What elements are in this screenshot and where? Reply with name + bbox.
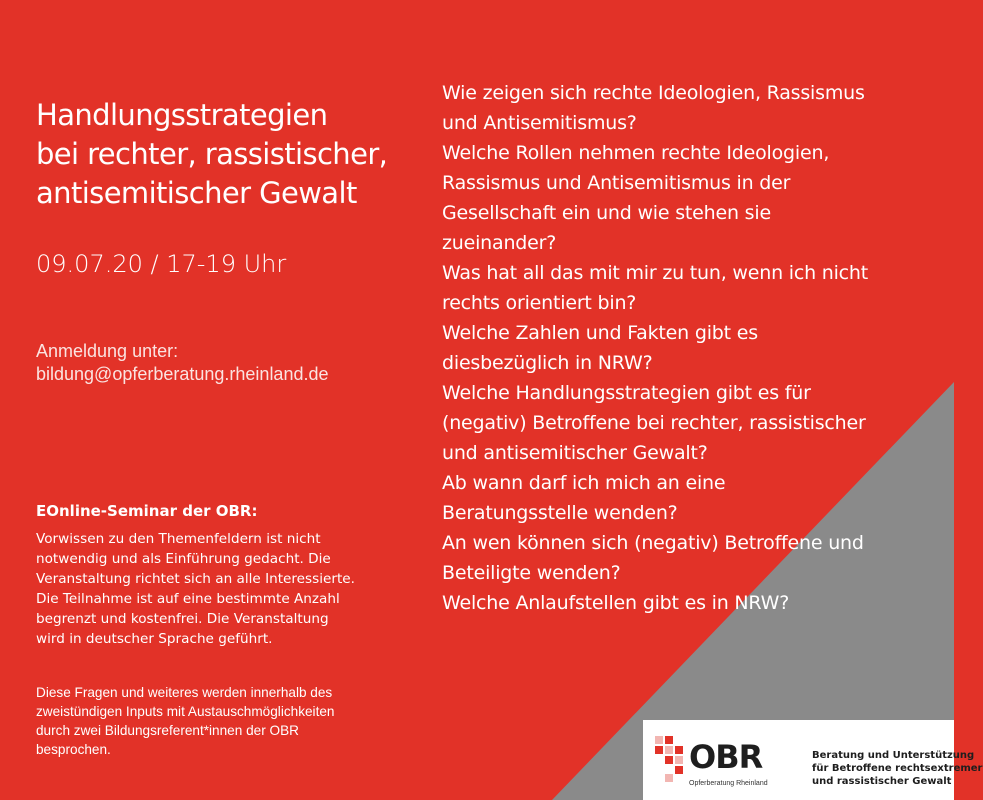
note-line: Diese Fragen und weiteres werden innerhalb des bbox=[36, 685, 333, 700]
question-line: (negativ) Betroffene bei rechter, rassistischer bbox=[442, 412, 866, 434]
obr-logo-panel bbox=[643, 720, 983, 800]
obr-tagline bbox=[812, 749, 983, 788]
title-line: Handlungsstrategien bbox=[36, 98, 328, 132]
title-line: bei rechter, rassistischer, bbox=[36, 137, 388, 171]
question-line: An wen können sich (negativ) Betroffene und bbox=[442, 532, 864, 554]
question-list bbox=[442, 78, 942, 618]
question-line: Beteiligte wenden? bbox=[442, 562, 621, 584]
registration bbox=[36, 340, 329, 386]
seminar-line: wird in deutscher Sprache geführt. bbox=[36, 631, 273, 647]
question-line: rechts orientiert bin? bbox=[442, 292, 637, 314]
tagline-line: für Betroffene rechtsextremer bbox=[812, 763, 983, 774]
question-line: Rassismus und Antisemitismus in der bbox=[442, 172, 791, 194]
obr-logo-icon bbox=[653, 734, 691, 786]
question-line: Gesellschaft ein und wie stehen sie bbox=[442, 202, 771, 224]
seminar-note bbox=[36, 683, 416, 759]
question-line: Wie zeigen sich rechte Ideologien, Rassismus bbox=[442, 82, 865, 104]
question-line: und Antisemitismus? bbox=[442, 112, 637, 134]
question-line: Welche Zahlen und Fakten gibt es bbox=[442, 322, 758, 344]
question-line: Beratungsstelle wenden? bbox=[442, 502, 678, 524]
question-line: Welche Rollen nehmen rechte Ideologien, bbox=[442, 142, 830, 164]
event-date: 09.07.20 / 17-19 Uhr bbox=[36, 250, 287, 278]
tagline-line: Beratung und Unterstützung bbox=[812, 750, 975, 761]
tagline-line: und rassistischer Gewalt bbox=[812, 776, 952, 787]
question-line: Welche Handlungsstrategien gibt es für bbox=[442, 382, 811, 404]
seminar-description bbox=[36, 529, 416, 649]
obr-logo-subtitle: Opferberatung Rheinland bbox=[689, 780, 768, 787]
seminar-line: Vorwissen zu den Themenfeldern ist nicht bbox=[36, 531, 321, 547]
seminar-line: begrenzt und kostenfrei. Die Veranstaltung bbox=[36, 611, 329, 627]
question-line: zueinander? bbox=[442, 232, 557, 254]
note-line: zweistündigen Inputs mit Austauschmöglichkeiten bbox=[36, 704, 335, 719]
seminar-line: notwendig und als Einführung gedacht. Die bbox=[36, 551, 331, 567]
seminar-title: EOnline-Seminar der OBR: bbox=[36, 502, 258, 520]
question-line: und antisemitischer Gewalt? bbox=[442, 442, 708, 464]
registration-email[interactable]: bildung@opferberatung.rheinland.de bbox=[36, 364, 329, 384]
question-line: diesbezüglich in NRW? bbox=[442, 352, 653, 374]
registration-label: Anmeldung unter: bbox=[36, 341, 179, 361]
question-line: Ab wann darf ich mich an eine bbox=[442, 472, 726, 494]
seminar-line: Die Teilnahme ist auf eine bestimmte Anzahl bbox=[36, 591, 340, 607]
event-title bbox=[36, 96, 436, 213]
question-line: Welche Anlaufstellen gibt es in NRW? bbox=[442, 592, 790, 614]
title-line: antisemitischer Gewalt bbox=[36, 176, 357, 210]
question-line: Was hat all das mit mir zu tun, wenn ich nicht bbox=[442, 262, 869, 284]
note-line: durch zwei Bildungsreferent*innen der OBR bbox=[36, 723, 299, 738]
seminar-line: Veranstaltung richtet sich an alle Interessierte. bbox=[36, 571, 355, 587]
obr-logo-text: OBR bbox=[689, 738, 763, 776]
note-line: besprochen. bbox=[36, 742, 111, 757]
